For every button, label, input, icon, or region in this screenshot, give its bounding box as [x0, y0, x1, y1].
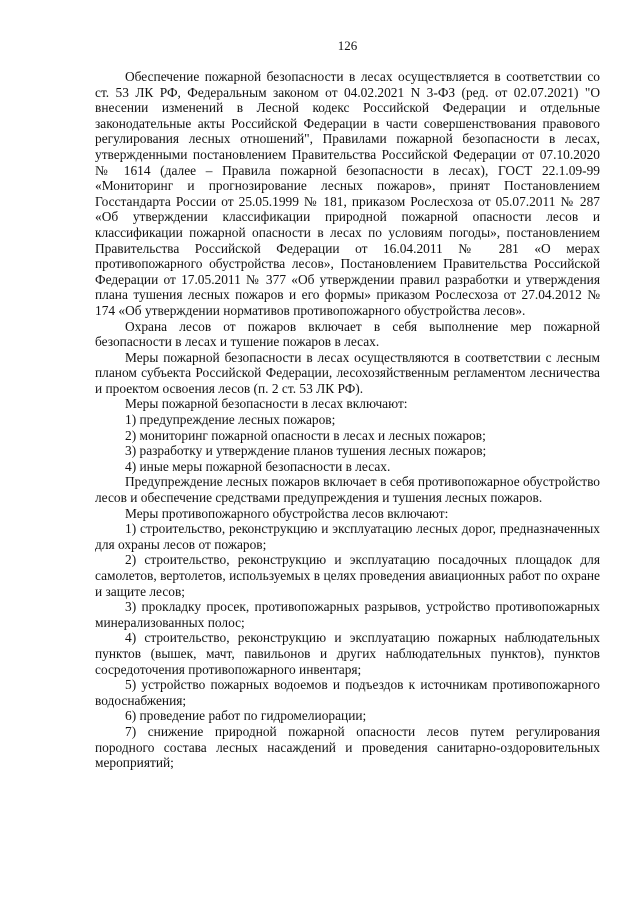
page-number: 126: [337, 38, 358, 53]
list-item: 1) предупреждение лесных пожаров;: [125, 412, 336, 428]
list-item: 7) снижение природной пожарной опасности лесов путем регулирования породного состава лесных насаждений и проведения санитарно-оздоровительных мероприятий;: [95, 723, 600, 771]
paragraph-arrangement-intro: Меры противопожарного обустройства лесов включают:: [125, 505, 449, 521]
list-item: 2) мониторинг пожарной опасности в лесах и лесных пожаров;: [125, 427, 486, 443]
paragraph-fire-protection: Охрана лесов от пожаров включает в себя выполнение мер пожарной безопасности в лесах и тушение пожаров в лесах.: [95, 318, 600, 350]
list-item: 3) прокладку просек, противопожарных разрывов, устройство противопожарных минерализованных полос;: [95, 599, 600, 630]
list-item: 5) устройство пожарных водоемов и подъездов к источникам противопожарного водоснабжения;: [95, 677, 600, 708]
paragraph-legal-basis: Обеспечение пожарной безопасности в лесах осуществляется в соответствии со ст. 53 ЛК РФ, Федеральным законом от 04.02.2021 N 3-ФЗ (ред. от 02.07.2021) "О внесении изменений в Лесной кодекс Российской Федерации и отдельные законодательные акты Российской Федерации в части совершенствования правового регулирования лесных отношений", Правилами пожарной безопасности в лесах, утвержденными постановлением Правительства Российской Федерации от 07.10.2020 № 1614 (далее – Правила пожарной безопасности в лесах), ГОСТ 22.1.09-99 «Мониторинг и прогнозирование лесных пожаров», принят Постановлением Госстандарта России от 25.05.1999 № 181, приказом Рослесхоза от 05.07.2011 № 287 «Об утверждении классификации природной пожарной опасности лесов и классификации пожарной опасности в лесах по условиям погоды», постановлением Правительства Российской Федерации от 16.04.2011 № 281 «О мерах противопожарного обустройства лесов», Постановлением Правительства Российской Федерации от 17.05.2011 № 377 «Об утверждении правил разработки и утверждения плана тушения лесных пожаров и его формы» приказом Рослесхоза от 27.04.2012 № 174 «Об утверждении нормативов противопожарного обустройства лесов».: [95, 69, 600, 318]
list-item: 6) проведение работ по гидромелиорации;: [125, 708, 367, 724]
list-item: 4) строительство, реконструкцию и эксплуатацию пожарных наблюдательных пунктов (вышек, мачт, павильонов и других наблюдательных пунктов), пунктов сосредоточения противопожарного инвентаря;: [95, 630, 600, 677]
paragraph-fire-safety-measures: Меры пожарной безопасности в лесах осуществляются в соответствии с лесным планом субъекта Российской Федерации, лесохозяйственным регламентом лесничества и проектом освоения лесов (п. 2 ст. 53 ЛК РФ).: [95, 349, 600, 396]
list-item: 4) иные меры пожарной безопасности в лесах.: [125, 458, 391, 474]
list-item: 1) строительство, реконструкцию и эксплуатацию лесных дорог, предназначенных для охраны лесов от пожаров;: [95, 521, 600, 552]
paragraph-prevention: Предупреждение лесных пожаров включает в себя противопожарное обустройство лесов и обеспечение средствами предупреждения и тушения лесных пожаров.: [95, 474, 600, 506]
document-body: [95, 69, 600, 771]
list-item: 2) строительство, реконструкцию и эксплуатацию посадочных площадок для самолетов, вертолетов, используемых в целях проведения авиационных работ по охране и защите лесов;: [95, 552, 600, 599]
list-item: 3) разработку и утверждение планов тушения лесных пожаров;: [125, 443, 487, 459]
paragraph-measures-intro: Меры пожарной безопасности в лесах включают:: [125, 396, 408, 412]
